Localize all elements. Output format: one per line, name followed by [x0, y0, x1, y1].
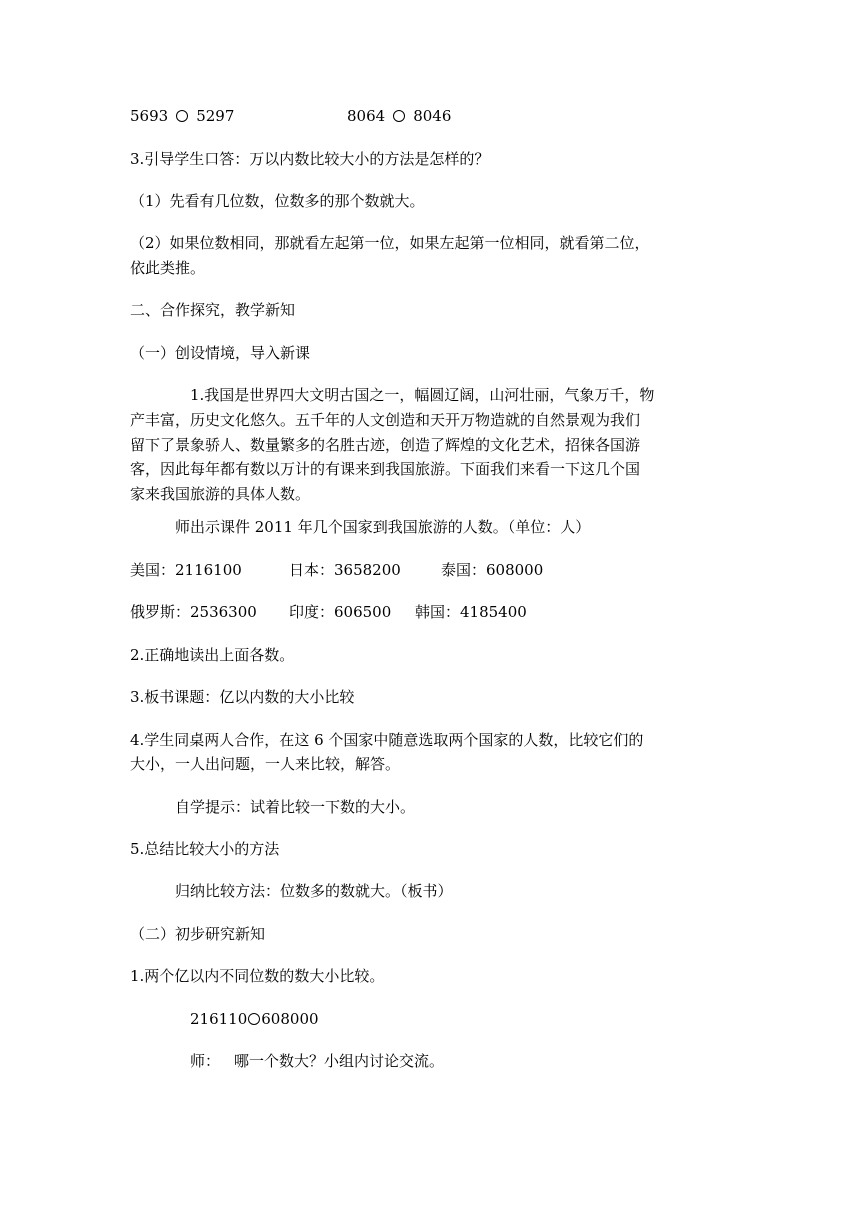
self-study-hint: 自学提示：试着比较一下数的大小。: [175, 798, 416, 816]
compare-a-left: 5693: [130, 107, 169, 125]
compare-2-right: 608000: [261, 1010, 319, 1028]
visitor-russia: 俄罗斯：2536300: [130, 603, 257, 621]
summary-line: 归纳比较方法：位数多的数就大。（板书）: [175, 882, 453, 900]
paragraph-ask-method: 3.引导学生口答：万以内数比较大小的方法是怎样的？: [130, 150, 490, 168]
paragraph-rule-2-line-1: （2）如果位数相同，那就看左起第一位，如果左起第一位相同，就看第二位，: [130, 234, 650, 252]
compare-row-1b: [347, 104, 451, 128]
subsection-heading-2: （二）初步研究新知: [130, 925, 266, 943]
visitor-japan: 日本：3658200: [289, 561, 401, 579]
subsection-heading-1: （一）创设情境，导入新课: [130, 344, 311, 362]
courseware-line: 师出示课件 2011 年几个国家到我国旅游的人数。（单位：人）: [175, 518, 591, 536]
compare-2-left: 216110: [190, 1010, 248, 1028]
step-2: 2.正确地读出上面各数。: [130, 646, 295, 664]
visitor-india: 印度：606500: [289, 603, 392, 621]
circle-blank-icon: [393, 110, 405, 122]
teacher-label: 师：: [190, 1052, 221, 1070]
teacher-question-row: [190, 1049, 444, 1073]
step-4-line-1: 4.学生同桌两人合作，在这 6 个国家中随意选取两个国家的人数，比较它们的: [130, 731, 644, 749]
paragraph-rule-1: （1）先看有几位数，位数多的那个数就大。: [130, 192, 425, 210]
step-4-line-2: 大小，一人出问题，一人来比较，解答。: [130, 755, 401, 773]
section-heading-2: 二、合作探究，教学新知: [130, 301, 296, 319]
compare-a-right: 5297: [196, 107, 235, 125]
step-5: 5.总结比较大小的方法: [130, 840, 280, 858]
compare-row-2: [190, 1007, 319, 1031]
visitor-thailand: 泰国：608000: [441, 561, 544, 579]
intro-line-1: 1.我国是世界四大文明古国之一，幅圆辽阔，山河壮丽，气象万千，物: [190, 386, 655, 404]
visitor-korea: 韩国：4185400: [415, 603, 527, 621]
intro-line-2: 产丰富，历史文化悠久。五千年的人文创造和天开万物造就的自然景观为我们: [130, 411, 641, 429]
step-3: 3.板书课题：亿以内数的大小比较: [130, 688, 355, 706]
intro-line-5: 家来我国旅游的具体人数。: [130, 485, 311, 503]
paragraph-rule-2-line-2: 依此类推。: [130, 259, 206, 277]
intro-line-4: 客，因此每年都有数以万计的有课来到我国旅游。下面我们来看一下这几个国: [130, 460, 641, 478]
compare-b-right: 8046: [413, 107, 452, 125]
circle-blank-icon: [248, 1013, 260, 1025]
teacher-question: 哪一个数大？小组内讨论交流。: [234, 1052, 445, 1070]
compare-row-1: [130, 104, 234, 128]
visitor-usa: 美国：2116100: [130, 561, 242, 579]
new-knowledge-1: 1.两个亿以内不同位数的数大小比较。: [130, 967, 385, 985]
circle-blank-icon: [176, 110, 188, 122]
compare-b-left: 8064: [347, 107, 386, 125]
intro-line-3: 留下了景象骄人、数量繁多的名胜古迹，创造了辉煌的文化艺术，招徕各国游: [130, 436, 641, 454]
